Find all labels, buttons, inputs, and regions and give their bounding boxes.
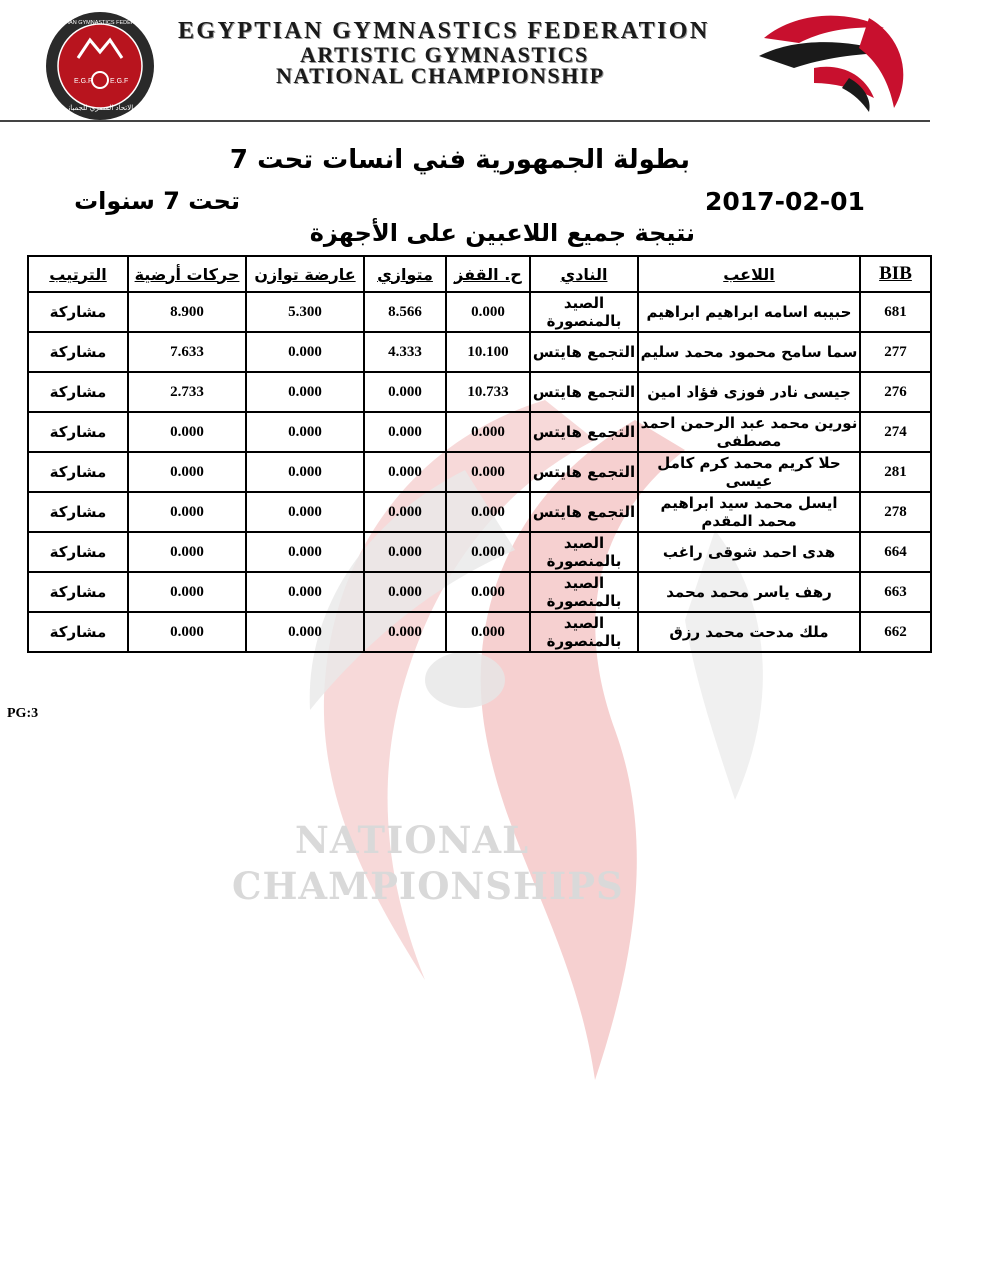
page-number: PG:3 [7,706,39,721]
header-rule [0,120,930,122]
cell-rank: مشاركة [28,572,128,612]
cell-bib: 662 [860,612,931,652]
cell-vault: 0.000 [446,572,530,612]
cell-bib: 276 [860,372,931,412]
cell-club: الصيد بالمنصورة [530,572,638,612]
age-group: تحت 7 سنوات [74,187,240,215]
gymnast-logo-icon [754,8,914,114]
cell-player: حبيبه اسامه ابراهيم ابراهيم [638,292,860,332]
cell-floor: 0.000 [128,492,246,532]
cell-player: رهف ياسر محمد محمد [638,572,860,612]
cell-floor: 0.000 [128,572,246,612]
cell-bib: 663 [860,572,931,612]
header-floor: حركات أرضية [128,256,246,292]
cell-rank: مشاركة [28,412,128,452]
cell-beam: 0.000 [246,612,364,652]
cell-bib: 278 [860,492,931,532]
header-bars: متوازي [364,256,446,292]
cell-rank: مشاركة [28,292,128,332]
page-title: بطولة الجمهورية فني انسات تحت 7 [229,145,690,175]
competition-date: 2017-02-01 [705,187,865,216]
cell-floor: 0.000 [128,452,246,492]
watermark-line1: NATIONAL [295,818,530,862]
cell-club: التجمع هايتس [530,452,638,492]
cell-floor: 0.000 [128,612,246,652]
header-bib: BIB [860,256,931,292]
cell-rank: مشاركة [28,492,128,532]
results-table [27,255,932,653]
cell-vault: 0.000 [446,412,530,452]
cell-floor: 0.000 [128,532,246,572]
cell-vault: 10.100 [446,332,530,372]
cell-bars: 4.333 [364,332,446,372]
logo-arabic-text: الاتحاد المصري للجمباز [66,104,134,112]
table-row [28,412,931,452]
cell-bars: 0.000 [364,452,446,492]
cell-player: نورين محمد عبد الرحمن احمد مصطفى [638,412,860,452]
cell-club: الصيد بالمنصورة [530,612,638,652]
cell-club: الصيد بالمنصورة [530,292,638,332]
logo-monogram-right: E.G.F [110,78,129,85]
cell-beam: 0.000 [246,452,364,492]
cell-club: التجمع هايتس [530,332,638,372]
cell-floor: 2.733 [128,372,246,412]
cell-beam: 0.000 [246,572,364,612]
cell-player: سما سامح محمود محمد سليم [638,332,860,372]
watermark-line2: CHAMPIONSHIPS [232,864,624,908]
table-row [28,532,931,572]
cell-beam: 5.300 [246,292,364,332]
cell-beam: 0.000 [246,332,364,372]
table-row [28,612,931,652]
logo-monogram-left: E.G.F [74,78,93,85]
cell-bars: 0.000 [364,532,446,572]
cell-floor: 8.900 [128,292,246,332]
cell-bars: 8.566 [364,292,446,332]
cell-vault: 0.000 [446,492,530,532]
cell-bib: 277 [860,332,931,372]
header-beam: عارضة توازن [246,256,364,292]
cell-beam: 0.000 [246,412,364,452]
table-row [28,572,931,612]
cell-bib: 681 [860,292,931,332]
cell-bars: 0.000 [364,572,446,612]
cell-beam: 0.000 [246,372,364,412]
cell-bars: 0.000 [364,412,446,452]
cell-floor: 7.633 [128,332,246,372]
header-discipline: ARTISTIC GYMNASTICS [300,42,589,67]
cell-rank: مشاركة [28,532,128,572]
cell-rank: مشاركة [28,452,128,492]
table-row [28,372,931,412]
table-row [28,292,931,332]
cell-beam: 0.000 [246,532,364,572]
header-vault: ح. القفز [446,256,530,292]
cell-vault: 0.000 [446,532,530,572]
header-player: اللاعب [638,256,860,292]
cell-club: التجمع هايتس [530,412,638,452]
cell-vault: 0.000 [446,612,530,652]
cell-bars: 0.000 [364,612,446,652]
cell-player: حلا كريم محمد كرم كامل عيسى [638,452,860,492]
header-rank: الترتيب [28,256,128,292]
cell-player: هدى احمد شوقى راغب [638,532,860,572]
cell-bib: 664 [860,532,931,572]
header-championship: NATIONAL CHAMPIONSHIP [276,63,605,88]
cell-rank: مشاركة [28,372,128,412]
federation-logo [44,10,156,122]
logo-ring-text: EGYPTIAN GYMNASTICS FEDERATION [48,20,152,26]
cell-rank: مشاركة [28,332,128,372]
cell-player: جيسى نادر فوزى فؤاد امين [638,372,860,412]
table-row [28,492,931,532]
header-federation: EGYPTIAN GYMNASTICS FEDERATION [178,18,710,44]
cell-bars: 0.000 [364,492,446,532]
cell-vault: 0.000 [446,452,530,492]
cell-player: ايسل محمد سيد ابراهيم محمد المقدم [638,492,860,532]
cell-bars: 0.000 [364,372,446,412]
cell-beam: 0.000 [246,492,364,532]
cell-vault: 0.000 [446,292,530,332]
cell-floor: 0.000 [128,412,246,452]
cell-bib: 281 [860,452,931,492]
cell-club: التجمع هايتس [530,492,638,532]
header-club: النادي [530,256,638,292]
cell-club: التجمع هايتس [530,372,638,412]
cell-club: الصيد بالمنصورة [530,532,638,572]
cell-bib: 274 [860,412,931,452]
cell-player: ملك مدحت محمد رزق [638,612,860,652]
table-row [28,452,931,492]
results-subtitle: نتيجة جميع اللاعبين على الأجهزة [309,219,695,247]
table-row [28,332,931,372]
cell-vault: 10.733 [446,372,530,412]
table-header-row [28,256,931,292]
cell-rank: مشاركة [28,612,128,652]
